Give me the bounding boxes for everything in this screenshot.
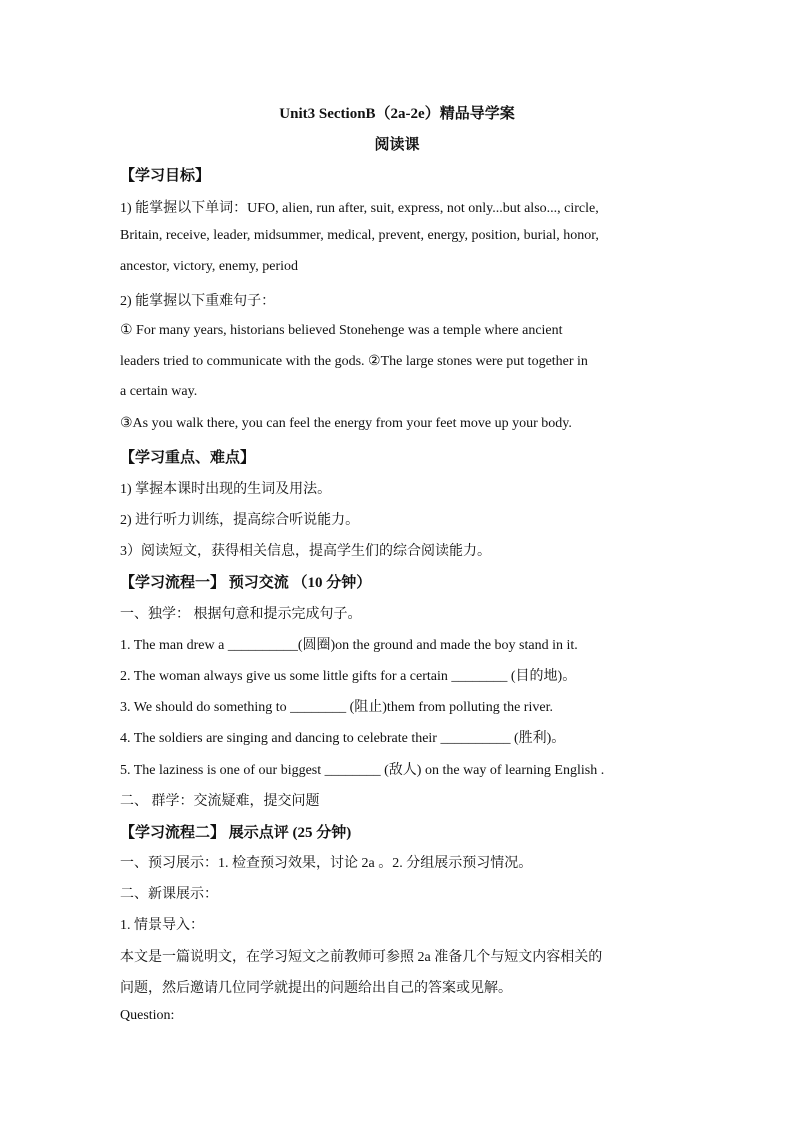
objectives-heading: 【学习目标】 [120,168,211,184]
document-title: Unit3 SectionB（2a-2e）精品导学案 [279,106,515,122]
intro-text-line-a: 本文是一篇说明文，在学习短文之前教师可参照 2a 准备几个与短文内容相关的 [120,950,603,965]
group-study: 二、 群学：交流疑难，提交问题 [120,794,320,809]
sentence-1-line-a: ① For many years, historians believed Stonehenge was a temple where ancient [120,323,563,338]
key-point-2: 2) 进行听力训练，提高综合听说能力。 [120,513,360,528]
objective-1-line-b: Britain, receive, leader, midsummer, medical, prevent, energy, position, burial, honor, [120,228,599,243]
key-points-heading: 【学习重点、难点】 [120,450,256,466]
document-subtitle: 阅读课 [374,137,420,153]
key-point-3: 3）阅读短文，获得相关信息，提高学生们的综合阅读能力。 [120,544,491,559]
question-label: Question: [120,1008,175,1023]
process-2-heading: 【学习流程二】 展示点评 (25 分钟) [120,825,352,841]
sentence-1-line-c: a certain way. [120,384,198,399]
objective-1-line-a: 1) 能掌握以下单词：UFO, alien, run after, suit, express, not only...but also..., circle, [120,201,599,216]
objective-1-line-c: ancestor, victory, enemy, period [120,259,299,274]
exercise-1: 1. The man drew a __________(圆圈)on the ground and made the boy stand in it. [120,638,578,653]
sentence-3: ③As you walk there, you can feel the energy from your feet move up your body. [120,416,572,431]
new-lesson: 二、新课展示： [120,887,218,902]
exercise-3: 3. We should do something to ________ (阻止)them from polluting the river. [120,700,553,715]
key-point-1: 1) 掌握本课时出现的生词及用法。 [120,482,332,497]
self-study-instruction: 一、独学： 根据句意和提示完成句子。 [120,607,362,622]
intro-text-line-b: 问题，然后邀请几位同学就提出的问题给出自己的答案或见解。 [120,981,512,996]
preview-show: 一、预习展示：1. 检查预习效果，讨论 2a 。2. 分组展示预习情况。 [120,856,533,871]
objective-2: 2) 能掌握以下重难句子： [120,294,276,309]
exercise-2: 2. The woman always give us some little gifts for a certain ________ (目的地)。 [120,669,577,684]
exercise-4: 4. The soldiers are singing and dancing to celebrate their __________ (胜利)。 [120,731,566,746]
scene-intro: 1. 情景导入： [120,918,204,933]
sentence-1-line-b: leaders tried to communicate with the gods. ②The large stones were put together in [120,354,588,369]
process-1-heading: 【学习流程一】 预习交流 （10 分钟） [120,575,372,591]
exercise-5: 5. The laziness is one of our biggest ________ (敌人) on the way of learning English . [120,763,605,778]
